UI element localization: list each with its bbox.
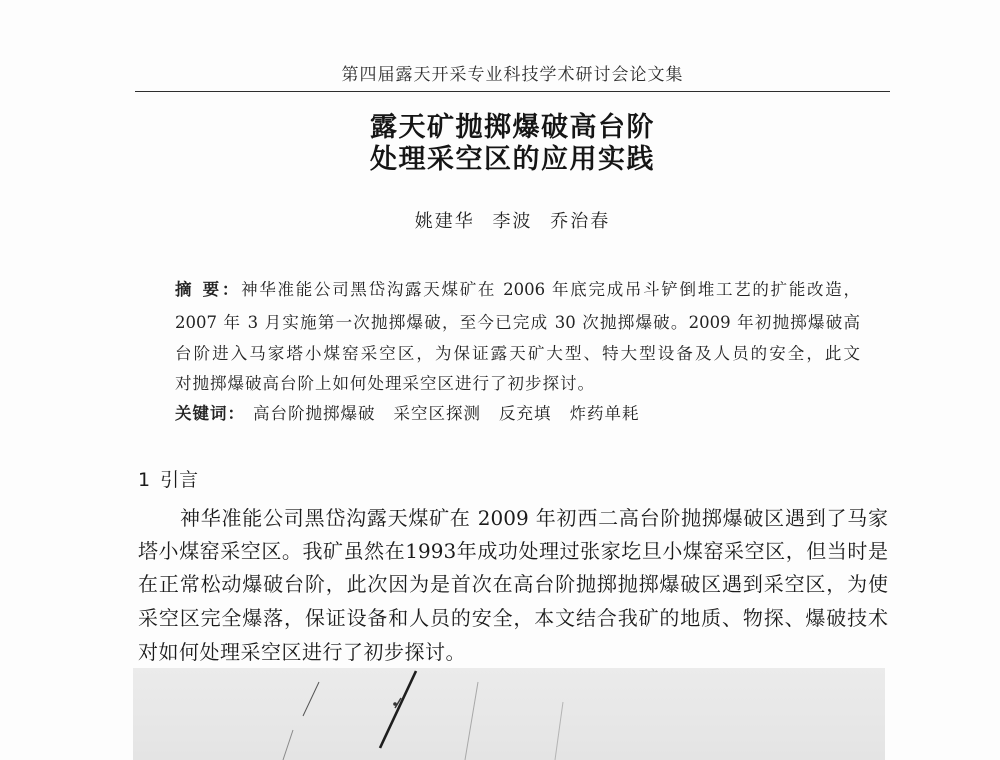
figure-line bbox=[555, 702, 563, 760]
paragraph-line: 在正常松动爆破台阶，此次因为是首次在高台阶抛掷抛掷爆破区遇到采空区，为使 bbox=[138, 572, 888, 596]
abstract-text: 神华准能公司黑岱沟露天煤矿在 2006 年底完成吊斗铲倒堆工艺的扩能改造， bbox=[241, 280, 860, 299]
section-number: 1 bbox=[138, 469, 151, 491]
author-name: 姚建华 bbox=[414, 211, 475, 232]
author-name: 李波 bbox=[492, 211, 533, 232]
figure-image bbox=[133, 668, 885, 760]
author-name: 乔治春 bbox=[550, 211, 611, 232]
abstract-line: 2007 年 3 月实施第一次抛掷爆破，至今已完成 30 次抛掷爆破。2009 年初抛掷爆破高 bbox=[175, 313, 860, 332]
paragraph-line: 塔小煤窑采空区。我矿虽然在1993年成功处理过张家圪旦小煤窑采空区，但当时是 bbox=[138, 539, 888, 563]
section-heading bbox=[138, 468, 198, 492]
keyword: 反充填 bbox=[499, 404, 552, 423]
section-title: 引言 bbox=[160, 469, 199, 491]
paper-title-line-1: 露天矿抛掷爆破高台阶 bbox=[370, 112, 655, 143]
keyword: 炸药单耗 bbox=[569, 404, 640, 423]
header-rule bbox=[135, 91, 890, 92]
figure-line bbox=[283, 730, 293, 760]
abstract-label: 摘 要： bbox=[175, 280, 242, 299]
figure-drawing bbox=[133, 668, 885, 760]
figure-line bbox=[465, 682, 478, 760]
keyword: 高台阶抛掷爆破 bbox=[253, 404, 376, 423]
figure-line bbox=[303, 682, 319, 716]
paragraph-line: 神华准能公司黑岱沟露天煤矿在 2009 年初西二高台阶抛掷爆破区遇到了马家 bbox=[180, 506, 888, 530]
figure-mark bbox=[393, 702, 397, 706]
keywords-label: 关键词： bbox=[175, 404, 245, 423]
abstract-line: 台阶进入马家塔小煤窑采空区，为保证露天矿大型、特大型设备及人员的安全，此文 bbox=[175, 344, 860, 363]
figure-line bbox=[380, 671, 416, 748]
keyword: 采空区探测 bbox=[393, 404, 481, 423]
paragraph-line: 采空区完全爆落，保证设备和人员的安全，本文结合我矿的地质、物探、爆破技术 bbox=[138, 606, 888, 630]
paper-title-line-2: 处理采空区的应用实践 bbox=[370, 144, 655, 175]
abstract-line: 对抛掷爆破高台阶上如何处理采空区进行了初步探讨。 bbox=[175, 374, 595, 393]
paragraph-line: 对如何处理采空区进行了初步探讨。 bbox=[138, 640, 466, 664]
abstract-line bbox=[175, 279, 860, 301]
author-list bbox=[135, 210, 890, 234]
proceedings-header: 第四届露天开采专业科技学术研讨会论文集 bbox=[341, 65, 684, 85]
keywords-line bbox=[175, 403, 860, 425]
